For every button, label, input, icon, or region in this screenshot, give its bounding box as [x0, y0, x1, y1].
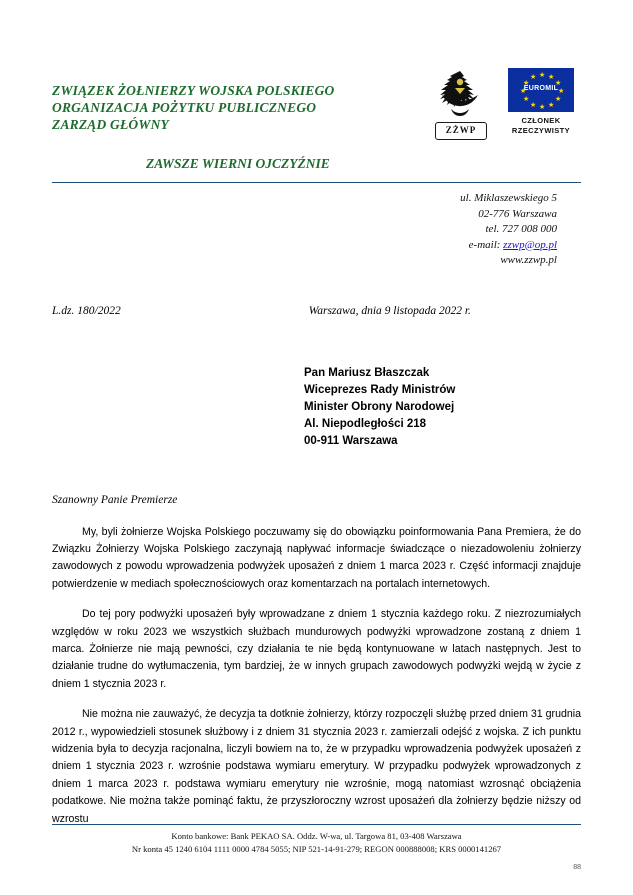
- logo-group: [429, 60, 581, 140]
- eagle-emblem-icon: [429, 68, 491, 140]
- euromil-flag-text: EUROMIL: [523, 85, 559, 92]
- footer-bank-line: Konto bankowe: Bank PEKAO SA. Oddz. W-wa, ul. Targowa 81, 03-408 Warszawa: [171, 831, 462, 841]
- recipient-line-1: Pan Mariusz Błaszczak: [304, 366, 430, 379]
- recipient-line-4: Al. Niepodległości 218: [304, 417, 427, 430]
- page-number: 88: [573, 864, 581, 871]
- footer-identifiers-line: Nr konta 45 1240 6104 1111 0000 4784 5055; NIP 521-14-91-279; REGON 000888008; KRS 0000141267: [131, 843, 502, 854]
- contact-phone: tel. 727 008 000: [485, 223, 557, 235]
- body-paragraph-2: Do tej pory podwyżki uposażeń były wprowadzane z dniem 1 stycznia każdego roku. Z niezrozumiałych względów w roku 2023 we wszystkich służbach mundurowych podwyżki wprowadzone zostaną z dniem 1 marca. Żołnierze nie mają pewności, czy działania te nie będą kontynuowane w latach następnych. Jest to działanie trudne do wytłumaczenia, tym bardziej, że w innych grupach zawodowych podwyżki wejdą w życie z dniem 1 stycznia 2023 r.: [52, 608, 581, 690]
- organization-name-line-3: ZARZĄD GŁÓWNY: [52, 117, 169, 132]
- recipient-line-2: Wiceprezes Rady Ministrów: [304, 383, 456, 396]
- letter-body: [52, 524, 581, 829]
- eu-flag-icon: ★ ★ ★ ★ ★ ★ ★ ★ ★ ★ ★ ★ EUROMIL: [508, 68, 574, 112]
- recipient-block: [304, 365, 581, 450]
- contact-website: www.zzwp.pl: [500, 254, 557, 266]
- organization-name-line-2: ORGANIZACJA POŻYTKU PUBLICZNEGO: [52, 100, 317, 115]
- body-paragraph-3: Nie można nie zauważyć, że decyzja ta dotknie żołnierzy, którzy rozpoczęli służbę przed dniem 31 grudnia 2012 r., wypowiedzieli stosunek służbowy i z dniem 31 stycznia 2023 r. zamierzali odejść z wojska. Z ich punktu widzenia była to decyzja racjonalna, liczyli bowiem na to, że w przypadku wprowadzenia podwyżek uposażeń z dniem 1 stycznia 2023 r. wzrośnie podstawa wymiaru emerytury. W przypadku podwyżek wprowadzonych z dniem 1 marca 2023 r. podstawa wymiaru emerytury nie wzrośnie, mogą natomiast wzrosnąć obciążenia podatkowe. Nie można także pominąć faktu, że przyszłoroczny wzrost uposażeń dla żołnierzy będzie niższy od wzrostu: [52, 708, 581, 825]
- reference-line: [52, 305, 581, 317]
- header-divider: [52, 182, 581, 183]
- salutation: Szanowny Panie Premierze: [52, 493, 178, 506]
- letter-footer: [52, 824, 581, 871]
- footer-divider: [52, 824, 581, 825]
- contact-street: ul. Miklaszewskiego 5: [460, 192, 557, 204]
- euromil-caption-line-2: RZECZYWISTY: [511, 125, 571, 135]
- contact-block: [52, 191, 581, 269]
- place-and-date: Warszawa, dnia 9 listopada 2022 r.: [308, 304, 471, 317]
- contact-email-link[interactable]: zzwp@op.pl: [503, 238, 557, 251]
- recipient-line-5: 00-911 Warszawa: [304, 434, 398, 447]
- contact-email-row: [52, 238, 557, 254]
- body-paragraph-1: My, byli żołnierze Wojska Polskiego poczuwamy się do obowiązku poinformowania Pana Premiera, że do Związku Żołnierzy Wojska Polskiego zaczynają napływać informacje świadczące o niezadowoleniu żołnierzy zawodowych z powodu wprowadzenia podwyżek uposażeń z dniem 1 marca 2023 r. Część informacji znajduje potwierdzenie w mediach społecznościowych oraz komentarzach na portalach internetowych.: [52, 525, 581, 590]
- contact-city: 02-776 Warszawa: [478, 207, 557, 220]
- reference-number: L.dz. 180/2022: [52, 304, 121, 317]
- zzwp-badge-label: ZŻWP: [435, 122, 487, 140]
- organization-name-line-1: ZWIĄZEK ŻOŁNIERZY WOJSKA POLSKIEGO: [52, 83, 335, 98]
- contact-email-label: e-mail:: [468, 238, 504, 251]
- euromil-logo: [505, 68, 577, 135]
- euromil-caption: [505, 116, 577, 135]
- recipient-line-3: Minister Obrony Narodowej: [304, 400, 455, 413]
- letterhead: [52, 60, 581, 140]
- organization-motto: ZAWSZE WIERNI OJCZYŹNIE: [146, 156, 330, 171]
- euromil-caption-line-1: CZŁONEK: [521, 116, 561, 125]
- organization-block: [52, 60, 334, 133]
